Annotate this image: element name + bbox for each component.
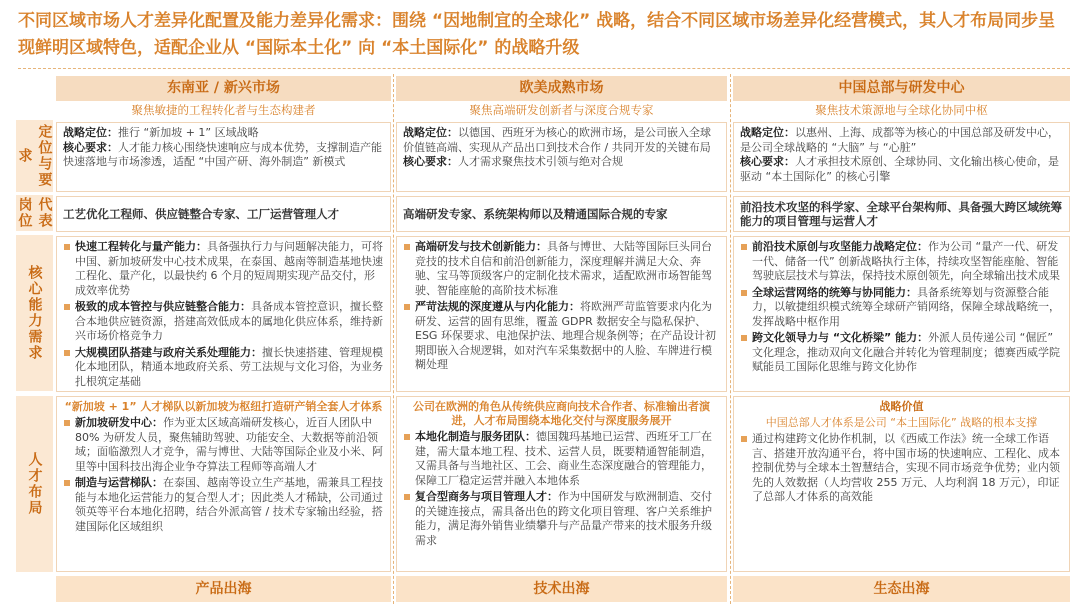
ability-item: 高端研发与技术创新能力：具备与博世、大陆等国际巨头同台竞技的技术自信和前沿创新能力，深度理解并满足大众、奔驰、宝马等顶级客户的定制化技术需求，适配欧洲市场智能驾驶、智能座舱的高阶技术标准 bbox=[403, 240, 720, 298]
talent-item: 制造与运营梯队：在泰国、越南等设立生产基地，需兼具工程技能与本地化运营能力的复合型人才；因此类人才稀缺，公司通过领英等平台本地化招聘，结合外派高管 / 技术专家输出经验，搭建国际化区域组织 bbox=[63, 476, 384, 534]
ability-item: 快速工程转化与量产能力：具备强执行力与问题解决能力，可将中国、新加坡研发中心技术成果，在泰国、越南等制造基地快速工程化、量产化，以最快约 6 个月的短周期实现产品交付，形成效率优势 bbox=[63, 240, 384, 298]
abilities-box bbox=[396, 236, 727, 392]
positioning-line: 战略定位：推行 “新加坡 + 1” 区域战略 bbox=[63, 126, 259, 139]
talent-item: 复合型商务与项目管理人才：作为中国研发与欧洲制造、交付的关键连接点，需具备出色的跨文化项目管理、客户关系维护能力，满足海外销售业绩攀升与产品量产带来的技术服务升级需求 bbox=[403, 490, 720, 548]
positioning-line: 战略定位：以惠州、上海、成都等为核心的中国总部及研发中心，是公司全球战略的 “大脑” 与 “心脏” bbox=[740, 126, 1059, 154]
column-header: 欧美成熟市场 bbox=[396, 76, 727, 101]
talent-box bbox=[56, 396, 391, 572]
column-southeast-asia bbox=[56, 76, 391, 602]
column-header: 东南亚 / 新兴市场 bbox=[56, 76, 391, 101]
positioning-line: 战略定位：以德国、西班牙为核心的欧洲市场，是公司嵌入全球价值链高端、实现从产品出口到技术合作 / 共同开发的关键布局 bbox=[403, 126, 711, 154]
talent-item: 通过构建跨文化协作机制，以《西威工作法》统一全球工作语言、搭建开放沟通平台，将中国市场的快速响应、工程化、成本控制优势与全球本土智慧结合，实现不同市场竞争优势；业内领先的人效数据（人均营收 255 万元、人均利润 18 万元），印证了总部人才体系的高效能 bbox=[740, 432, 1063, 505]
positioning-box bbox=[733, 122, 1070, 192]
column-footer: 产品出海 bbox=[56, 576, 391, 602]
talent-item: 本地化制造与服务团队：德国魏玛基地已运营、西班牙工厂在建，需大量本地工程、技术、运营人员，既要精通智能制造，又需具备与当地社区、工会、商业生态深度融合的管理能力，保障工厂稳定运营并融入本地体系 bbox=[403, 430, 720, 488]
talent-box bbox=[396, 396, 727, 572]
positioning-line: 核心要求：人才需求聚焦技术引领与绝对合规 bbox=[403, 155, 623, 168]
column-subheader: 聚焦技术策源地与全球化协同中枢 bbox=[815, 103, 988, 117]
talent-heading: 公司在欧洲的角色从传统供应商向技术合作者、标准输出者演进，人才布局围绕本地化交付与深度服务展开 bbox=[413, 400, 710, 427]
roles-box bbox=[396, 196, 727, 232]
positioning-box bbox=[56, 122, 391, 192]
title-divider bbox=[18, 68, 1070, 69]
abilities-box bbox=[56, 236, 391, 392]
ability-item: 严苛法规的深度遵从与内化能力：将欧洲严苛监管要求内化为研发、运营的固有思维，覆盖 GDPR 数据安全与隐私保护、ESG 环保要求、电池保护法、地理合规条例等；在产品设计初期即嵌入合规逻辑，如对汽车采集数据中的人脸、车牌进行模糊处理 bbox=[403, 300, 720, 373]
ability-item: 全球运营网络的统筹与协同能力：具备系统筹划与资源整合能力，以敏捷组织模式统筹全球研产销网络，保障全球战略统一，发挥战略中枢作用 bbox=[740, 286, 1063, 330]
column-divider bbox=[393, 74, 394, 604]
column-footer: 技术出海 bbox=[396, 576, 727, 602]
page-title: 不同区域市场人才差异化配置及能力差异化需求：围绕 “因地制宜的全球化” 战略，结合不同区域市场差异化经营模式，其人才布局同步呈现鲜明区域特色，适配企业从 “国际本土化” 向 “本土国际化” 的战略升级 bbox=[18, 11, 1056, 58]
row-label-positioning: 定位与要求 bbox=[16, 120, 53, 192]
column-header: 中国总部与研发中心 bbox=[733, 76, 1070, 101]
column-divider bbox=[730, 74, 731, 604]
column-footer: 生态出海 bbox=[733, 576, 1070, 602]
positioning-line: 核心要求：人才能力核心围绕快速响应与成本优势，支撑制造产能快速落地与市场渗透，适配 “中国产研、海外制造” 新模式 bbox=[63, 140, 382, 168]
roles-box bbox=[733, 196, 1070, 232]
roles-text: 高端研发专家、系统架构师以及精通国际合规的专家 bbox=[403, 206, 668, 221]
talent-heading: 战略价值 bbox=[879, 400, 924, 413]
column-subheader: 聚焦高端研发创新者与深度合规专家 bbox=[469, 103, 654, 117]
roles-text: 前沿技术攻坚的科学家、全球平台架构师、具备强大跨区域统筹能力的项目管理与运营人才 bbox=[740, 199, 1062, 228]
talent-box bbox=[733, 396, 1070, 572]
ability-item: 前沿技术原创与攻坚能力战略定位：作为公司 “量产一代、研发一代、储备一代” 创新战略执行主体，持续攻坚智能座舱、智能驾驶底层技术与算法，保持技术原创领先，向全球输出技术成果 bbox=[740, 240, 1063, 284]
positioning-line: 核心要求：人才承担技术原创、全球协同、文化输出核心使命，是驱动 “本土国际化” 的核心引擎 bbox=[740, 155, 1059, 183]
row-label-abilities: 核心能力需求 bbox=[16, 235, 53, 391]
roles-box bbox=[56, 196, 391, 232]
row-label-talent: 人才布局 bbox=[16, 396, 53, 572]
abilities-box bbox=[733, 236, 1070, 392]
roles-text: 工艺优化工程师、供应链整合专家、工厂运营管理人才 bbox=[63, 206, 339, 221]
talent-subheading: 中国总部人才体系是公司 “本土国际化” 战略的根本支撑 bbox=[765, 416, 1038, 429]
ability-item: 极致的成本管控与供应链整合能力：具备成本管控意识，擅长整合本地供应链资源，搭建高效低成本的属地化供应体系，维持新兴市场价格竞争力 bbox=[63, 300, 384, 344]
talent-heading: “新加坡 + 1” 人才梯队以新加坡为枢纽打造研产销全套人才体系 bbox=[64, 400, 383, 413]
ability-item: 大规模团队搭建与政府关系处理能力：擅长快速搭建、管理规模化本地团队，精通本地政府关系、劳工法规与文化习俗，为业务扎根筑定基础 bbox=[63, 346, 384, 390]
row-label-roles: 代表岗位 bbox=[16, 197, 53, 229]
ability-item: 跨文化领导力与 “文化桥梁” 能力：外派人员传递公司 “倔匠” 文化理念，推动双向文化融合并转化为管理制度；德赛西威学院赋能员工国际化思维与跨文化协作 bbox=[740, 331, 1063, 375]
positioning-box bbox=[396, 122, 727, 192]
column-europe-america bbox=[396, 76, 727, 602]
column-subheader: 聚焦敏捷的工程转化者与生态构建者 bbox=[131, 103, 316, 117]
talent-item: 新加坡研发中心：作为亚太区域高端研发核心，近百人团队中 80% 为研发人员，聚焦辅助驾驶、功能安全、大数据等前沿领域；面临激烈人才竞争，需与博世、大陆等国际企业及小米、阿里等中国科技出海企业争夺算法工程师等高端人才 bbox=[63, 416, 384, 474]
column-china-hq bbox=[733, 76, 1070, 602]
